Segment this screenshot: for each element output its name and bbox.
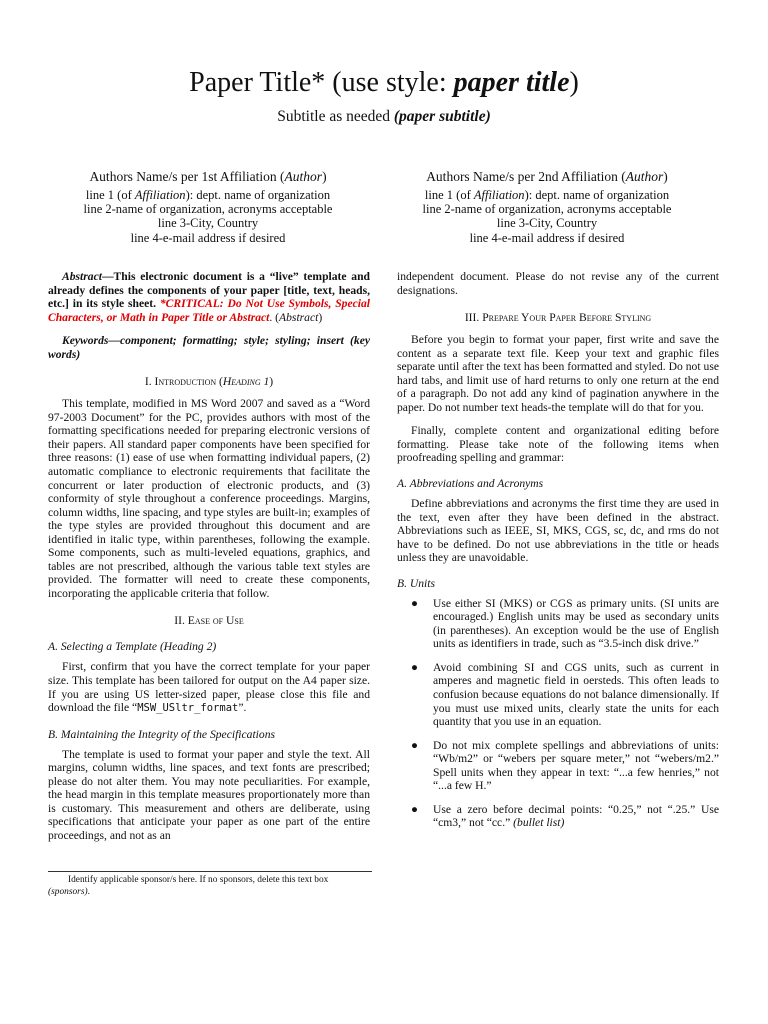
integrity-paragraph: The template is used to format your paper and style the text. All margins, column widths, line spaces, and text fonts are prescribed; please do not alter them. You may note peculiarities. For example, the head margin in this template measures proportionately more than is customary. This measurement and others are deliberate, using specifications that anticipate your paper as one part of the entire proceedings, and not as an: [48, 747, 370, 842]
heading-prepare-paper: III. Prepare Your Paper Before Styling: [464, 311, 652, 325]
affiliation-line-3: line 3-City, Country: [496, 216, 598, 231]
subheading-abbreviations: A. Abbreviations and Acronyms: [397, 477, 544, 491]
title-style-name: paper title: [453, 67, 570, 98]
title-close: ): [569, 67, 579, 98]
affiliation-line-2: line 2-name of organization, acronyms acceptable: [422, 202, 672, 217]
critical-note: *CRITICAL: Do Not Use Symbols, Special Characters, or Math in Paper Title or Abstract: [48, 297, 370, 324]
bullet-icon: ●: [411, 660, 419, 674]
subtitle-style-name: (paper subtitle): [393, 108, 491, 125]
left-column: [48, 270, 370, 853]
prepare-paragraph-2: Finally, complete content and organizational editing before formatting. Please take note of the following items when proofreading spelling and grammar:: [397, 424, 719, 465]
selecting-template-paragraph: First, confirm that you have the correct template for your paper size. This template has been tailored for output on the A4 paper size. If you are using US letter-sized paper, please close this file and download the file “MSW_USltr_format”.: [48, 660, 370, 715]
affiliation-line-4: line 4-e-mail address if desired: [469, 230, 625, 245]
continued-paragraph: independent document. Please do not revise any of the current designations.: [397, 270, 719, 297]
author-name-2: Authors Name/s per 2nd Affiliation (Author): [426, 169, 668, 184]
abbreviations-paragraph: Define abbreviations and acronyms the first time they are used in the text, even after they have been defined in the abstract. Abbreviations such as IEEE, SI, MKS, CGS, sc, dc, and rms do not have to be defined. Do not use abbreviations in the title or heads unless they are unavoidable.: [397, 497, 719, 565]
affiliation-line-3: line 3-City, Country: [157, 216, 259, 231]
prepare-paragraph-1: Before you begin to format your paper, first write and save the content as a separate text file. Keep your text and graphic files separate until after the text has been formatted and styled. Do not use hard tabs, and limit use of hard returns to only one return at the end of a paragraph. Do not add any kind of pagination anywhere in the paper. Do not number text heads-the template will do that for you.: [397, 333, 719, 414]
affiliation-line-2: line 2-name of organization, acronyms acceptable: [83, 202, 333, 217]
template-filename: MSW_USltr_format: [137, 702, 239, 715]
author-name-1: Authors Name/s per 1st Affiliation (Author): [89, 169, 327, 184]
list-item: ● Avoid combining SI and CGS units, such as current in amperes and magnetic field in oersteds. This often leads to confusion because equations do not balance dimensionally. If you must use mixed units, clearly state the units for each quantity that you use in an equation.: [411, 660, 719, 729]
footnote-separator: [48, 871, 372, 872]
affiliation-line-4: line 4-e-mail address if desired: [130, 230, 286, 245]
bullet-icon: ●: [411, 738, 419, 752]
paper-title: [0, 66, 768, 100]
author-block-2: [402, 168, 692, 245]
units-bullet-list: [397, 597, 719, 830]
subheading-integrity: B. Maintaining the Integrity of the Specifications: [48, 727, 276, 741]
author-block-1: [63, 168, 353, 245]
sponsor-footnote: Identify applicable sponsor/s here. If no sponsors, delete this text box (sponsors).: [48, 875, 329, 897]
subtitle-text: Subtitle as needed: [277, 108, 394, 125]
list-item: ● Use a zero before decimal points: “0.25,” not “.25.” Use “cm3,” not “cc.” (bullet list): [411, 802, 719, 830]
abstract: Abstract—This electronic document is a “live” template and already defines the components of your paper [title, text, heads, etc.] in its style sheet. *CRITICAL: Do Not Use Symbols, Special Characters, or Math in Paper Title or Abstract. (Abstract): [48, 270, 370, 324]
bullet-icon: ●: [411, 802, 419, 816]
affiliation-line-1: line 1 (of Affiliation): dept. name of organization: [424, 188, 670, 202]
list-item: ● Do not mix complete spellings and abbreviations of units: “Wb/m2” or “webers per square meter,” not “webers/m2.” Spell units when they appear in text: “...a few henries,” not “...a few H.”: [411, 738, 719, 793]
heading-ease-of-use: II. Ease of Use: [174, 614, 244, 628]
subheading-selecting-template: A. Selecting a Template (Heading 2): [48, 640, 217, 654]
affiliation-line-1: line 1 (of Affiliation): dept. name of organization: [85, 188, 331, 202]
list-item: ● Use either SI (MKS) or CGS as primary units. (SI units are encouraged.) English units may be used as secondary units (in parentheses). An exception would be the use of English units as identifiers in trade, such as “3.5-inch disk drive.”: [411, 596, 719, 651]
keywords: Keywords—component; formatting; style; styling; insert (key words): [48, 334, 370, 361]
right-column: [397, 270, 719, 840]
introduction-paragraph: This template, modified in MS Word 2007 and saved as a “Word 97-2003 Document” for the PC, provides authors with most of the formatting specifications needed for preparing electronic versions of their papers. All standard paper components have been specified for three reasons: (1) ease of use when formatting individual papers, (2) automatic compliance to electronic requirements that facilitate the concurrent or later production of electronic products, and (3) conformity of style throughout a conference proceedings. Margins, column widths, line spacing, and type styles are built-in; examples of the type styles are provided throughout this document and are identified in italic type, within parentheses, following the example. Some components, such as multi-leveled equations, graphics, and tables are not prescribed, although the various table text styles are provided. The formatter will need to create these components, incorporating the applicable criteria that follow.: [48, 397, 370, 600]
paper-subtitle: [0, 107, 768, 127]
heading-introduction: I. Introduction (Heading 1): [144, 375, 274, 389]
subheading-units: B. Units: [397, 576, 436, 590]
title-text: Paper Title* (use style:: [189, 67, 454, 98]
bullet-icon: ●: [411, 596, 419, 610]
